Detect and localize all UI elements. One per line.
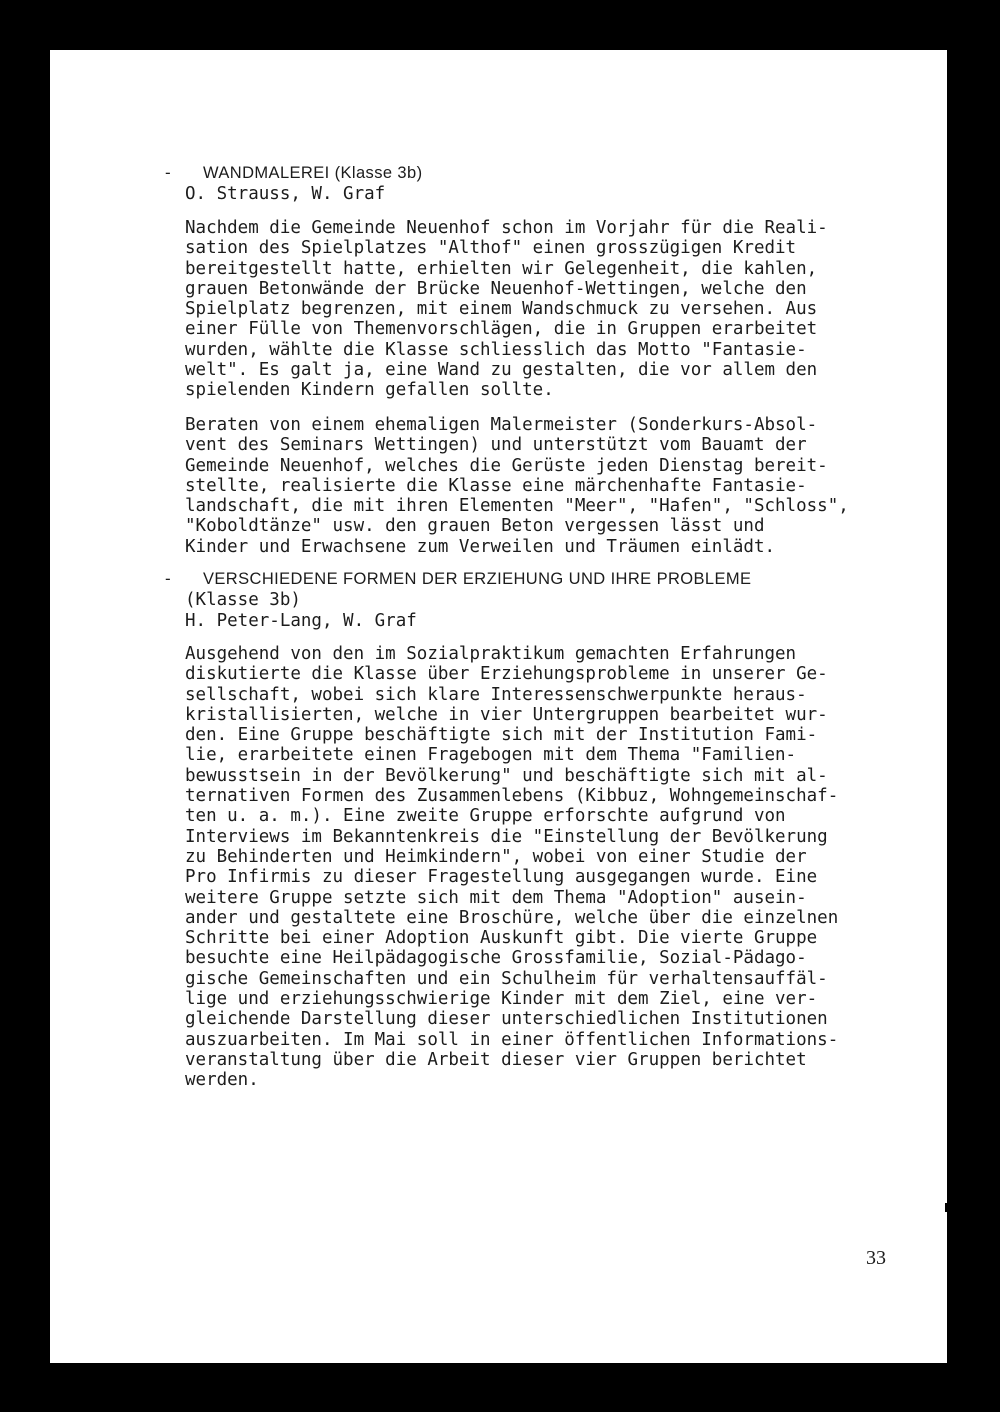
scan-edge-mark — [945, 1203, 948, 1212]
section-1-paragraph-2: Beraten von einem ehemaligen Malermeister (Sonderkurs-Absol- vent des Seminars Wettingen) und unterstützt vom Bauamt der Gemeinde Neuenhof, welches die Gerüste jeden Dienstag bereit- stellte, realisierte die Klasse eine märchenhafte Fantasie- landschaft, die mit ihren Elementen "Meer", "Hafen", "Schloss", "Koboldtänze" usw. den grauen Beton vergessen lässt und Kinder und Erwachsene zum Verweilen und Träumen einlädt. — [185, 415, 849, 557]
document-page — [50, 50, 947, 1363]
section-2-subheading: (Klasse 3b) — [185, 590, 301, 610]
section-1-paragraph-1: Nachdem die Gemeinde Neuenhof schon im Vorjahr für die Reali- sation des Spielplatzes "Althof" einen grosszügigen Kredit bereitgestellt hatte, erhielten wir Gelegenheit, die kahlen, grauen Betonwände der Brücke Neuenhof-Wettingen, welche den Spielplatz begrenzen, mit einem Wandschmuck zu versehen. Aus einer Fülle von Themenvorschlägen, die in Gruppen erarbeitet wurden, wählte die Klasse schliesslich das Motto "Fantasie- welt". Es galt ja, eine Wand zu gestalten, die vor allem den spielenden Kindern gefallen sollte. — [185, 218, 828, 401]
section-2-paragraph-1: Ausgehend von den im Sozialpraktikum gemachten Erfahrungen diskutierte die Klasse über Erziehungsprobleme in unserer Ge- sellschaft, wobei sich klare Interessenschwerpunkte heraus- kristallisierten, welche in vier Untergruppen bearbeitet wur- den. Eine Gruppe beschäftigte sich mit der Institution Fami- lie, erarbeitete einen Fragebogen mit dem Thema "Familien- bewusstsein in der Bevölkerung" und beschäftigte sich mit al- ternativen Formen des Zusammenlebens (Kibbuz, Wohngemeinschaf- ten u. a. m.). Eine zweite Gruppe erforschte aufgrund von Interviews im Bekanntenkreis die "Einstellung der Bevölkerung zu Behinderten und Heimkindern", wobei von einer Studie der Pro Infirmis zu dieser Fragestellung ausgegangen wurde. Eine weitere Gruppe setzte sich mit dem Thema "Adoption" ausein- ander und gestaltete eine Broschüre, welche über die einzelnen Schritte bei einer Adoption Auskunft gibt. Die vierte Gruppe besuchte eine Heilpädagogische Grossfamilie, Sozial-Pädago- gische Gemeinschaften und ein Schulheim für verhaltensauffäl- lige und erziehungsschwierige Kinder mit dem Ziel, eine ver- gleichende Darstellung dieser unterschiedlichen Institutionen auszuarbeiten. Im Mai soll in einer öffentlichen Informations- veranstaltung über die Arbeit dieser vier Gruppen berichtet werden. — [185, 644, 839, 1091]
section-1-authors: O. Strauss, W. Graf — [185, 184, 386, 204]
section-1-heading: WANDMALEREI (Klasse 3b) — [203, 164, 423, 182]
section-2-dash: - — [165, 569, 171, 588]
section-2-heading: VERSCHIEDENE FORMEN DER ERZIEHUNG UND IHRE PROBLEME — [203, 570, 752, 588]
page-number: 33 — [866, 1247, 886, 1269]
section-2-authors: H. Peter-Lang, W. Graf — [185, 611, 417, 631]
section-1-dash: - — [165, 163, 171, 182]
